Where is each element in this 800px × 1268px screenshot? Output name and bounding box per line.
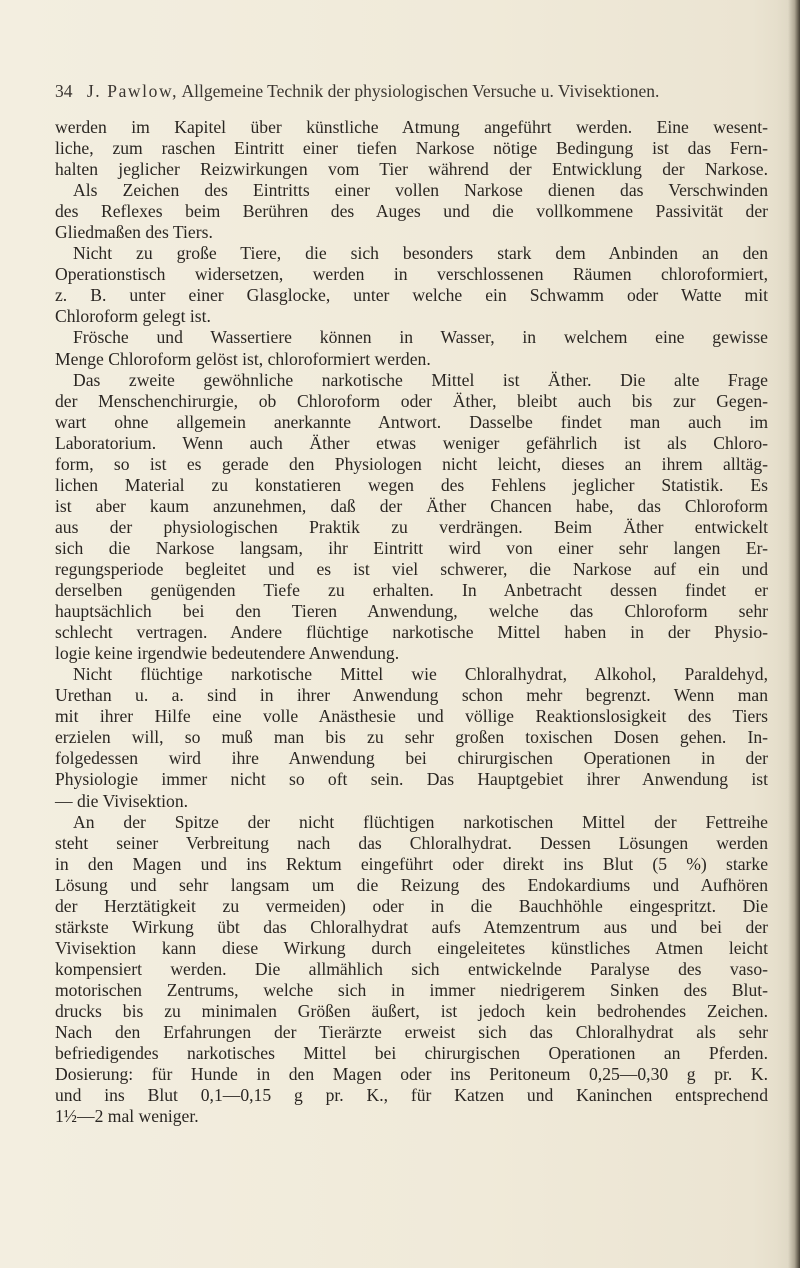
- running-header: [55, 81, 770, 102]
- text-line: erzielen will, so muß man bis zu sehr großen toxischen Dosen gehen. In-: [55, 727, 768, 748]
- text-line: form, so ist es gerade den Physiologen nicht leicht, dieses an ihrem alltäg-: [55, 453, 768, 474]
- text-line: An der Spitze der nicht flüchtigen narkotischen Mittel der Fettreihe: [73, 811, 768, 832]
- text-line: Dosierung: für Hunde in den Magen oder ins Peritoneum 0,25—0,30 g pr. K.: [55, 1064, 768, 1085]
- text-line: drucks bis zu minimalen Größen äußert, ist jedoch kein bedrohendes Zeichen.: [55, 1000, 768, 1021]
- text-line: Operationstisch widersetzen, werden in verschlossenen Räumen chloroformiert,: [55, 264, 768, 285]
- text-line: hauptsächlich bei den Tieren Anwendung, welche das Chloroform sehr: [55, 601, 768, 622]
- text-line: logie keine irgendwie bedeutendere Anwendung.: [55, 643, 400, 664]
- text-line: der Herztätigkeit zu vermeiden) oder in die Bauchhöhle eingespritzt. Die: [55, 895, 768, 916]
- text-line: Chloroform gelegt ist.: [55, 306, 211, 327]
- text-line: stärkste Wirkung übt das Chloralhydrat aufs Atemzentrum aus und bei der: [55, 916, 768, 937]
- body-text: [55, 117, 768, 1127]
- page-edge-shadow: [788, 0, 800, 1268]
- text-line: Nicht zu große Tiere, die sich besonders stark dem Anbinden an den: [73, 243, 768, 264]
- text-line: Laboratorium. Wenn auch Äther etwas weniger gefährlich ist als Chloro-: [55, 432, 768, 453]
- text-line: Gliedmaßen des Tiers.: [55, 222, 213, 243]
- text-line: mit ihrer Hilfe eine volle Anästhesie und völlige Reaktionslosigkeit des Tiers: [55, 706, 768, 727]
- text-line: 1½—2 mal weniger.: [55, 1106, 199, 1127]
- text-line: Physiologie immer nicht so oft sein. Das Hauptgebiet ihrer Anwendung ist: [55, 769, 768, 790]
- text-line: Das zweite gewöhnliche narkotische Mittel ist Äther. Die alte Frage: [73, 369, 768, 390]
- text-line: des Reflexes beim Berühren des Auges und die vollkommene Passivität der: [55, 201, 768, 222]
- text-line: Menge Chloroform gelöst ist, chloroformiert werden.: [55, 348, 431, 369]
- text-line: in den Magen und ins Rektum eingeführt oder direkt ins Blut (5 %) starke: [55, 853, 768, 874]
- text-line: steht seiner Verbreitung nach das Chloralhydrat. Dessen Lösungen werden: [55, 832, 768, 853]
- text-line: Urethan u. a. sind in ihrer Anwendung schon mehr begrenzt. Wenn man: [55, 685, 768, 706]
- text-line: schlecht vertragen. Andere flüchtige narkotische Mittel haben in der Physio-: [55, 622, 768, 643]
- text-line: halten jeglicher Reizwirkungen vom Tier während der Entwicklung der Narkose.: [55, 159, 768, 180]
- text-line: lichen Material zu konstatieren wegen des Fehlens jeglicher Statistik. Es: [55, 474, 768, 495]
- text-line: ist aber kaum anzunehmen, daß der Äther Chancen habe, das Chloroform: [55, 495, 768, 516]
- text-line: motorischen Zentrums, welche sich in immer niedrigerem Sinken des Blut-: [55, 979, 768, 1000]
- text-line: befriedigendes narkotisches Mittel bei chirurgischen Operationen an Pferden.: [55, 1043, 768, 1064]
- text-line: kompensiert werden. Die allmählich sich entwickelnde Paralyse des vaso-: [55, 958, 768, 979]
- text-line: Als Zeichen des Eintritts einer vollen Narkose dienen das Verschwinden: [73, 180, 768, 201]
- text-line: regungsperiode begleitet und es ist viel schwerer, die Narkose auf ein und: [55, 558, 768, 579]
- text-line: wart ohne allgemein anerkannte Antwort. Dasselbe findet man auch im: [55, 411, 768, 432]
- text-line: aus der physiologischen Praktik zu verdrängen. Beim Äther entwickelt: [55, 516, 768, 537]
- text-line: Frösche und Wassertiere können in Wasser, in welchem eine gewisse: [73, 327, 768, 348]
- text-line: sich die Narkose langsam, ihr Eintritt wird von einer sehr langen Er-: [55, 537, 768, 558]
- text-line: Nach den Erfahrungen der Tierärzte erweist sich das Chloralhydrat als sehr: [55, 1022, 768, 1043]
- header-title: Allgemeine Technik der physiologischen Versuche u. Vivisektionen.: [181, 81, 660, 101]
- text-line: z. B. unter einer Glasglocke, unter welche ein Schwamm oder Watte mit: [55, 285, 768, 306]
- text-line: folgedessen wird ihre Anwendung bei chirurgischen Operationen in der: [55, 748, 768, 769]
- text-line: liche, zum raschen Eintritt einer tiefen Narkose nötige Bedingung ist das Fern-: [55, 138, 768, 159]
- text-line: — die Vivisektion.: [55, 790, 189, 811]
- text-line: derselben genügenden Tiefe zu erhalten. In Anbetracht dessen findet er: [55, 580, 768, 601]
- header-author: J. Pawlow,: [86, 81, 179, 101]
- text-line: der Menschenchirurgie, ob Chloroform oder Äther, bleibt auch bis zur Gegen-: [55, 390, 768, 411]
- page-number: 34: [55, 81, 73, 101]
- text-line: Nicht flüchtige narkotische Mittel wie Chloralhydrat, Alkohol, Paraldehyd,: [73, 664, 768, 685]
- text-line: werden im Kapitel über künstliche Atmung angeführt werden. Eine wesent-: [55, 117, 768, 137]
- text-line: und ins Blut 0,1—0,15 g pr. K., für Katzen und Kaninchen entsprechend: [55, 1085, 768, 1106]
- text-line: Lösung und sehr langsam um die Reizung des Endokardiums und Aufhören: [55, 874, 768, 895]
- text-line: Vivisektion kann diese Wirkung durch eingeleitetes künstliches Atmen leicht: [55, 937, 768, 958]
